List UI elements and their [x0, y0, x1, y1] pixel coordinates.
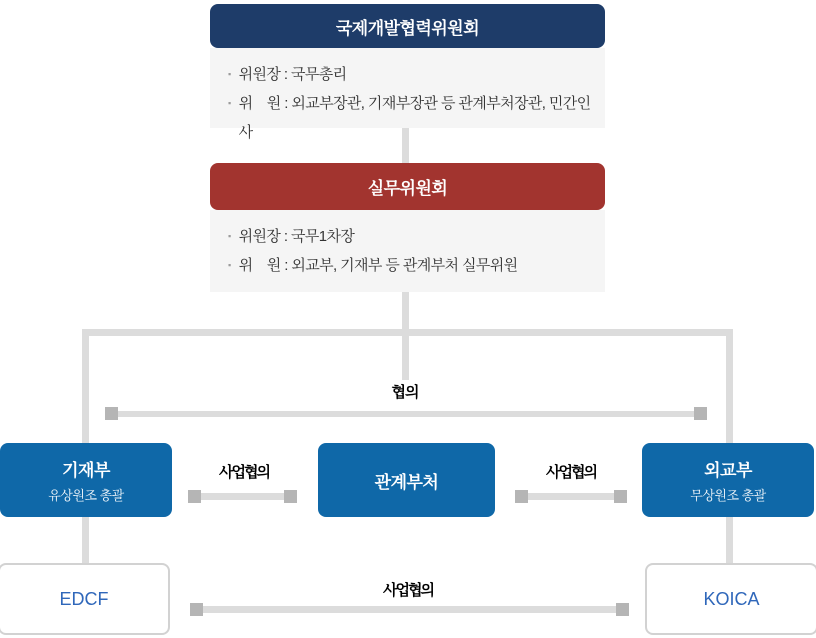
- committee-detail-line: [228, 89, 595, 147]
- connector-endpoint: [105, 407, 118, 420]
- connector-vertical-left-lower: [82, 517, 89, 564]
- working-committee-members-text: 위 원 : 외교부, 기재부 등 관계부처 실무위원: [238, 257, 518, 274]
- bullet-icon: ▪: [228, 231, 231, 241]
- ministry-title: 외교부: [704, 461, 752, 480]
- consultation-line-mid-left: [195, 493, 291, 500]
- agency-box-edcf: [0, 563, 170, 635]
- ministry-subtitle: 무상원조 총괄: [690, 488, 766, 503]
- connector-endpoint: [188, 490, 201, 503]
- working-committee-chair-text: 위원장 : 국무1차장: [238, 228, 355, 245]
- working-committee-detail-line: [228, 222, 595, 251]
- branch-vertical-left: [82, 329, 89, 443]
- ministry-box-moef: [0, 443, 172, 517]
- committee-box: [210, 4, 605, 48]
- connector-vertical-mid: [402, 292, 409, 329]
- working-committee-detail-line: [228, 251, 595, 280]
- committee-members-text: 위 원 : 외교부장관, 기재부장관 등 관계부처장관, 민간인사: [238, 95, 591, 141]
- working-committee-panel: [210, 210, 605, 292]
- connector-endpoint: [515, 490, 528, 503]
- ministry-title: 관계부처: [374, 472, 439, 492]
- consultation-label-bottom: 사업협의: [383, 582, 433, 599]
- branch-vertical-right: [726, 329, 733, 443]
- working-committee-title: 실무위원회: [367, 179, 448, 198]
- connector-endpoint: [190, 603, 203, 616]
- branch-horizontal-line: [82, 329, 733, 336]
- agency-name: EDCF: [59, 588, 109, 609]
- agency-box-koica: [645, 563, 816, 635]
- connector-endpoint: [284, 490, 297, 503]
- consultation-label-mid-left: 사업협의: [219, 464, 269, 481]
- ministry-box-related: [318, 443, 495, 517]
- agency-name: KOICA: [703, 588, 760, 609]
- connector-endpoint: [616, 603, 629, 616]
- connector-endpoint: [694, 407, 707, 420]
- ministry-subtitle: 유상원조 총괄: [48, 488, 124, 503]
- committee-detail-line: [228, 60, 595, 89]
- branch-vertical-center: [402, 336, 409, 380]
- working-committee-box: [210, 163, 605, 210]
- consultation-label-top: 협의: [391, 384, 419, 401]
- consultation-line-bottom: [197, 606, 622, 613]
- ministry-box-mofa: [642, 443, 814, 517]
- connector-endpoint: [614, 490, 627, 503]
- bullet-icon: ▪: [228, 69, 231, 79]
- connector-vertical-right-lower: [726, 517, 733, 564]
- consultation-line-mid-right: [522, 493, 620, 500]
- bullet-icon: ▪: [228, 98, 231, 108]
- committee-title: 국제개발협력위원회: [335, 18, 480, 38]
- committee-panel: [210, 48, 605, 141]
- bullet-icon: ▪: [228, 260, 231, 270]
- consultation-line-top: [111, 411, 701, 417]
- committee-chair-text: 위원장 : 국무총리: [238, 66, 347, 83]
- consultation-label-mid-right: 사업협의: [546, 464, 596, 481]
- ministry-title: 기재부: [62, 461, 110, 480]
